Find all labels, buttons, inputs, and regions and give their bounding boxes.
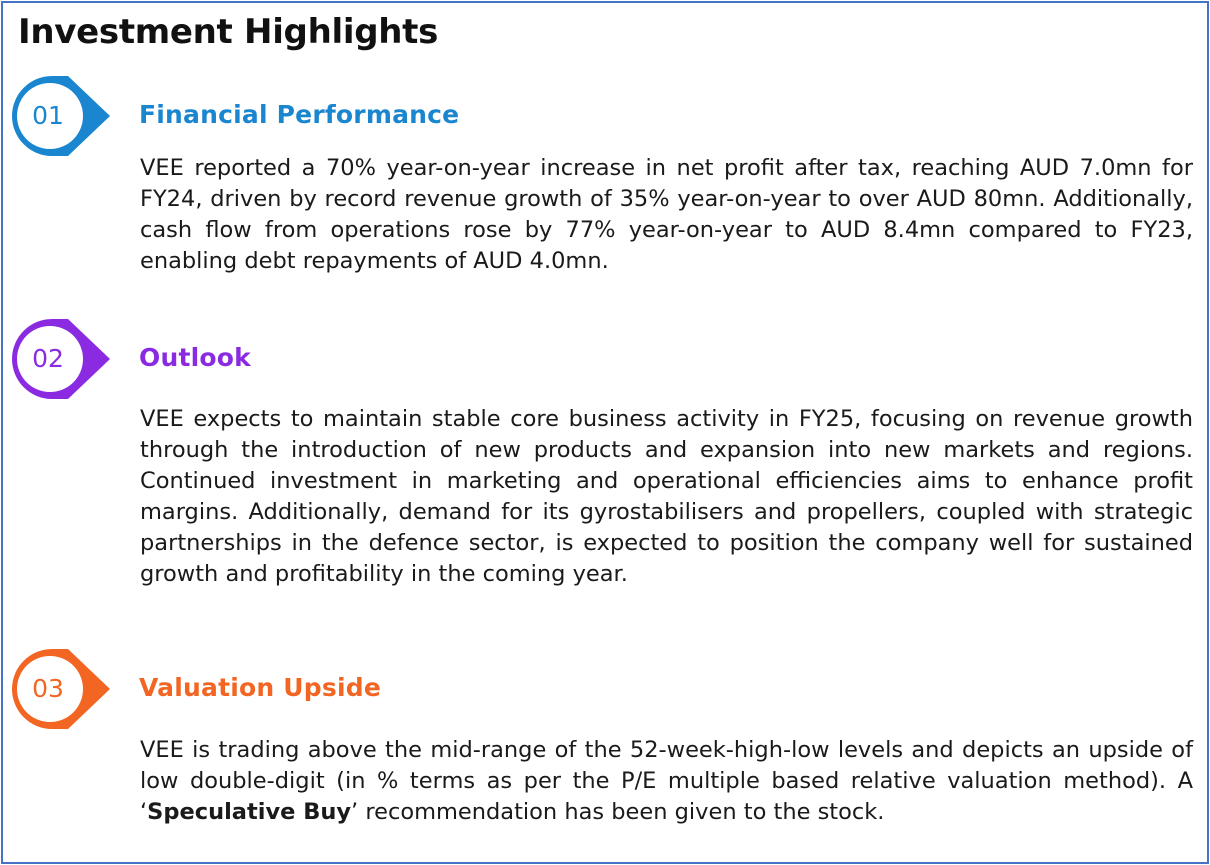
section-number: 03 bbox=[32, 674, 64, 703]
section-paragraph: VEE reported a 70% year-on-year increase in net profit after tax, reaching AUD 7.0mn for FY24, driven by record revenue growth of 35% year-on-year to over AUD 80mn. Additionally, cash flow from operations rose by 77% year-on-year to AUD 8.4mn compared to FY23, enabling debt repayments of AUD 4.0mn. bbox=[140, 155, 1193, 274]
section-paragraph: VEE expects to maintain stable core business activity in FY25, focusing on revenue growth through the introduction of new products and expansion into new markets and regions. Continued investment in marketing and operational efficiencies aims to enhance profit margins. Additionally, demand for its gyrostabilisers and propellers, coupled with strategic partnerships in the defence sector, is expected to position the company well for sustained growth and profitability in the coming year. bbox=[140, 406, 1193, 587]
section-number: 02 bbox=[32, 344, 64, 373]
section-01-badge bbox=[6, 70, 118, 162]
section-heading: Valuation Upside bbox=[139, 673, 381, 702]
section-02-badge bbox=[6, 313, 118, 405]
recommendation-text: Speculative Buy bbox=[147, 799, 352, 825]
section-heading: Financial Performance bbox=[139, 100, 460, 129]
section-number: 01 bbox=[32, 101, 64, 130]
section-03-badge bbox=[6, 643, 118, 735]
paragraph-text: VEE is trading above the mid-range of the 52-week-high-low levels and depicts an upside of low double-digit (in % terms as per the P/E multiple based relative valuation method). A ‘ bbox=[140, 737, 1193, 825]
section-paragraph bbox=[140, 735, 1193, 828]
paragraph-text: ’ recommendation has been given to the stock. bbox=[351, 799, 885, 825]
page-title: Investment Highlights bbox=[18, 12, 439, 52]
section-heading: Outlook bbox=[139, 343, 251, 372]
